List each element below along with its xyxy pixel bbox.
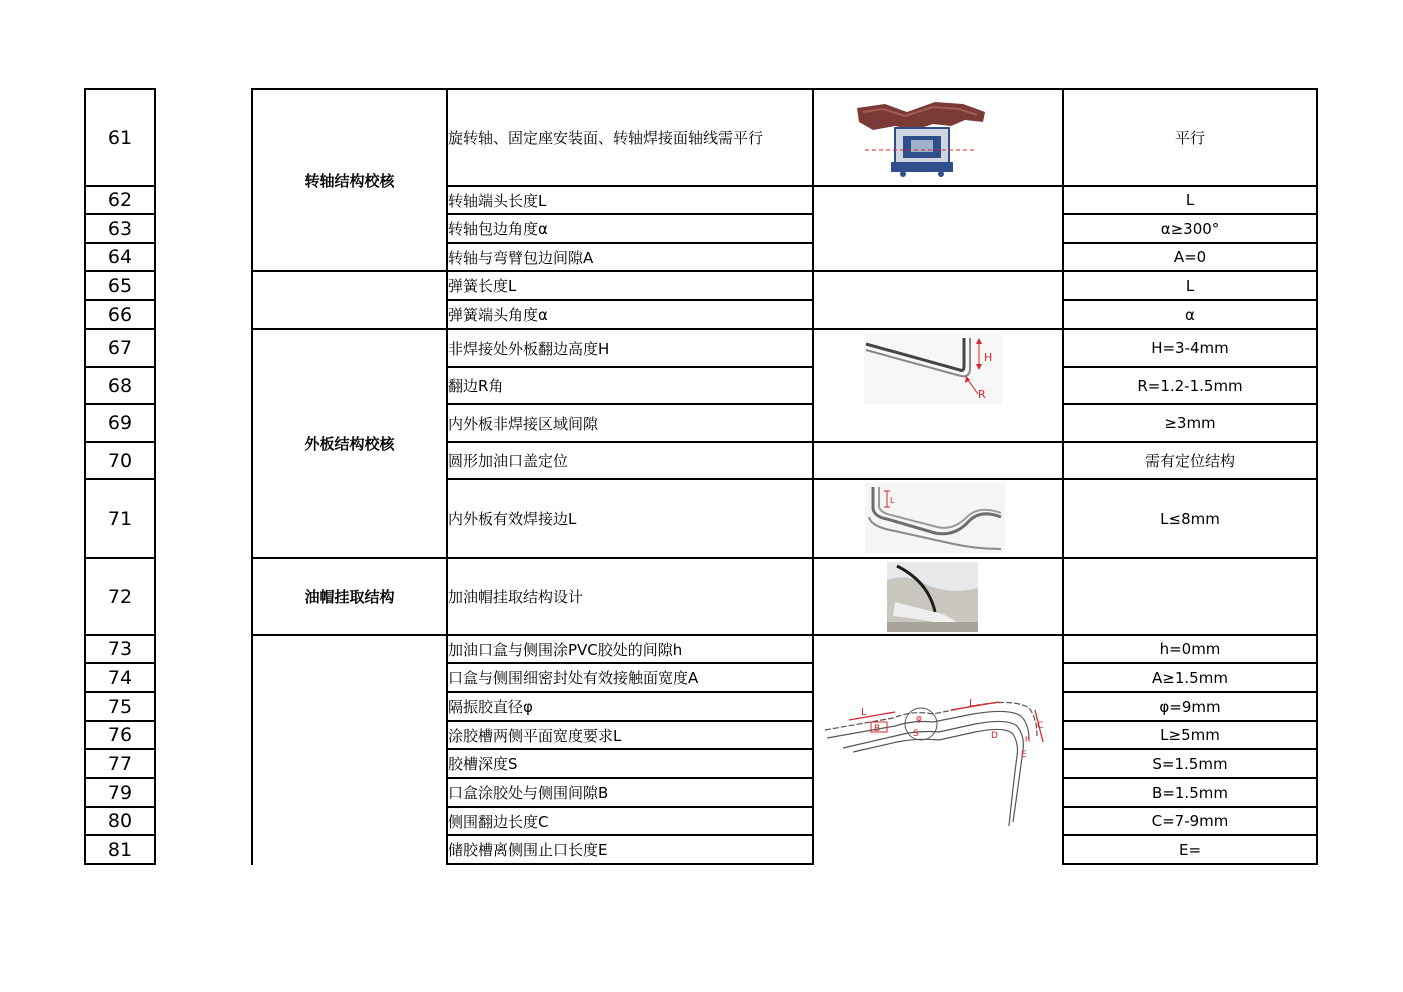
row-number: 67 xyxy=(107,337,133,359)
check-description: 转轴包边角度α xyxy=(448,220,548,238)
grid-line xyxy=(1062,720,1318,722)
check-description: 口盒涂胶处与侧围间隙B xyxy=(448,784,609,802)
standard-value: 平行 xyxy=(1174,129,1205,147)
grid-line xyxy=(84,691,156,693)
category-outer-panel: 外板结构校核 xyxy=(304,435,395,453)
row-number: 63 xyxy=(107,217,133,240)
standard-value: L xyxy=(1185,276,1195,295)
row-number: 71 xyxy=(107,507,133,530)
grid-line xyxy=(84,557,156,559)
grid-line xyxy=(1062,834,1318,836)
seal-l2-label: L xyxy=(969,698,975,709)
check-description: 圆形加油口盖定位 xyxy=(448,452,569,470)
grid-line xyxy=(446,242,814,244)
standard-value: α xyxy=(1185,305,1195,324)
row-number: 77 xyxy=(107,752,133,775)
row-number: 68 xyxy=(107,374,133,397)
grid-line xyxy=(251,88,1318,90)
seal-b-label: B xyxy=(874,724,881,734)
grid-line xyxy=(84,662,156,664)
grid-line xyxy=(1062,213,1318,215)
check-description: 内外板非焊接区域间隙 xyxy=(448,414,599,433)
seal-d-label: D xyxy=(991,731,998,741)
row-number: 69 xyxy=(107,412,133,434)
row-number: 65 xyxy=(107,274,133,297)
flange-height-diagram xyxy=(864,334,1002,404)
seal-l-label: L xyxy=(861,707,867,718)
flange-r-label: R xyxy=(978,388,986,401)
row-number: 73 xyxy=(107,638,133,660)
grid-line xyxy=(84,328,156,330)
grid-line xyxy=(1062,748,1318,750)
grid-line xyxy=(251,557,1318,559)
check-description: 弹簧端头角度α xyxy=(448,306,548,324)
seal-h-label: h xyxy=(1025,735,1031,744)
row-number: 81 xyxy=(107,838,133,861)
category-cap-hanging: 油帽挂取结构 xyxy=(304,588,395,606)
check-description: 翻边R角 xyxy=(448,377,504,395)
grid-line xyxy=(446,777,814,779)
grid-line xyxy=(84,242,156,244)
grid-line xyxy=(446,834,814,836)
grid-line xyxy=(84,634,156,636)
row-number: 66 xyxy=(107,303,133,326)
standard-value: H=3-4mm xyxy=(1151,339,1229,357)
row-number: 74 xyxy=(107,666,133,689)
row-number: 75 xyxy=(107,695,133,718)
grid-line xyxy=(84,185,156,187)
grid-line xyxy=(1062,366,1318,368)
check-description: 加油口盒与侧围涂PVC胶处的间隙h xyxy=(448,640,683,659)
grid-line xyxy=(1062,691,1318,693)
category-sealing xyxy=(252,635,447,864)
grid-line xyxy=(251,270,1318,272)
weld-l-label: L xyxy=(890,496,895,505)
seal-phi-label: φ xyxy=(916,714,922,724)
row-number: 64 xyxy=(107,246,133,268)
grid-line xyxy=(84,403,156,405)
standard-value xyxy=(1063,558,1317,635)
standard-value: L xyxy=(1185,191,1195,209)
standard-value: 需有定位结构 xyxy=(1144,452,1235,470)
check-description: 弹簧长度L xyxy=(448,277,517,295)
row-number: 76 xyxy=(107,724,133,746)
check-description: 转轴与弯臂包边间隙A xyxy=(448,248,594,267)
row-number: 70 xyxy=(107,449,133,472)
grid-line xyxy=(446,806,814,808)
grid-line xyxy=(446,478,1318,480)
check-description: 加油帽挂取结构设计 xyxy=(448,588,584,606)
standard-value: A≥1.5mm xyxy=(1152,668,1228,687)
weld-edge-diagram xyxy=(865,483,1005,553)
grid-line xyxy=(446,299,814,301)
grid-line xyxy=(446,720,814,722)
row-number: 62 xyxy=(107,189,133,211)
standard-value: C=7-9mm xyxy=(1151,812,1229,830)
grid-line xyxy=(251,634,1318,636)
seal-s-label: S xyxy=(913,729,919,739)
check-description: 非焊接处外板翻边高度H xyxy=(448,339,610,358)
grid-line xyxy=(446,185,1318,187)
grid-line xyxy=(84,213,156,215)
sealing-section-diagram xyxy=(823,690,1055,830)
check-description: 旋转轴、固定座安装面、转轴焊接面轴线需平行 xyxy=(448,129,764,147)
flange-h-label: H xyxy=(984,351,993,364)
category-rotating-shaft: 转轴结构校核 xyxy=(304,171,395,190)
standard-value: A=0 xyxy=(1173,248,1207,266)
grid-line xyxy=(446,213,814,215)
grid-line xyxy=(446,748,814,750)
check-description: 涂胶槽两侧平面宽度要求L xyxy=(448,726,622,745)
standard-value: α≥300° xyxy=(1160,219,1220,238)
standard-value: L≥5mm xyxy=(1160,726,1220,744)
standard-value: h=0mm xyxy=(1159,640,1221,658)
grid-line xyxy=(84,441,156,443)
grid-line xyxy=(446,441,1318,443)
standard-value: ≥3mm xyxy=(1164,414,1216,432)
check-description: 内外板有效焊接边L xyxy=(448,510,577,528)
grid-line xyxy=(1062,863,1318,865)
check-description: 储胶槽离侧围止口长度E xyxy=(448,841,608,859)
grid-line xyxy=(84,777,156,779)
grid-line xyxy=(1062,777,1318,779)
grid-line xyxy=(84,720,156,722)
row-number: 79 xyxy=(107,781,133,804)
grid-line xyxy=(84,299,156,301)
check-description: 口盒与侧围细密封处有效接触面宽度A xyxy=(448,669,699,687)
check-description: 侧围翻边长度C xyxy=(448,812,549,831)
row-number: 72 xyxy=(107,585,133,608)
grid-line xyxy=(251,88,253,865)
grid-line xyxy=(1062,299,1318,301)
check-description: 转轴端头长度L xyxy=(448,191,547,210)
grid-line xyxy=(84,478,156,480)
category-spring xyxy=(252,271,447,329)
standard-value: E= xyxy=(1178,840,1202,859)
grid-line xyxy=(1062,806,1318,808)
rotating-shaft-assembly-image xyxy=(855,100,987,180)
grid-line xyxy=(84,366,156,368)
grid-line xyxy=(1062,662,1318,664)
grid-line xyxy=(1062,242,1318,244)
row-number: 80 xyxy=(107,810,133,832)
grid-line xyxy=(84,806,156,808)
grid-line xyxy=(446,863,814,865)
check-description: 隔振胶直径φ xyxy=(448,698,533,716)
seal-e-label: E xyxy=(1021,750,1027,760)
check-description: 胶槽深度S xyxy=(448,755,518,773)
standard-value: φ=9mm xyxy=(1159,697,1221,716)
grid-line xyxy=(446,366,814,368)
grid-line xyxy=(446,691,814,693)
grid-line xyxy=(84,88,156,90)
standard-value: B=1.5mm xyxy=(1152,783,1228,802)
standard-value: L≤8mm xyxy=(1160,509,1220,528)
grid-line xyxy=(84,863,156,865)
grid-line xyxy=(251,328,1318,330)
fuel-cap-hanging-image xyxy=(887,562,978,632)
grid-line xyxy=(84,270,156,272)
grid-line xyxy=(1062,403,1318,405)
row-number: 61 xyxy=(107,126,133,149)
grid-line xyxy=(446,403,814,405)
standard-value: S=1.5mm xyxy=(1152,754,1228,773)
grid-line xyxy=(84,748,156,750)
seal-c-label: C xyxy=(1037,721,1044,731)
grid-line xyxy=(446,662,814,664)
grid-line xyxy=(84,834,156,836)
standard-value: R=1.2-1.5mm xyxy=(1137,376,1243,395)
